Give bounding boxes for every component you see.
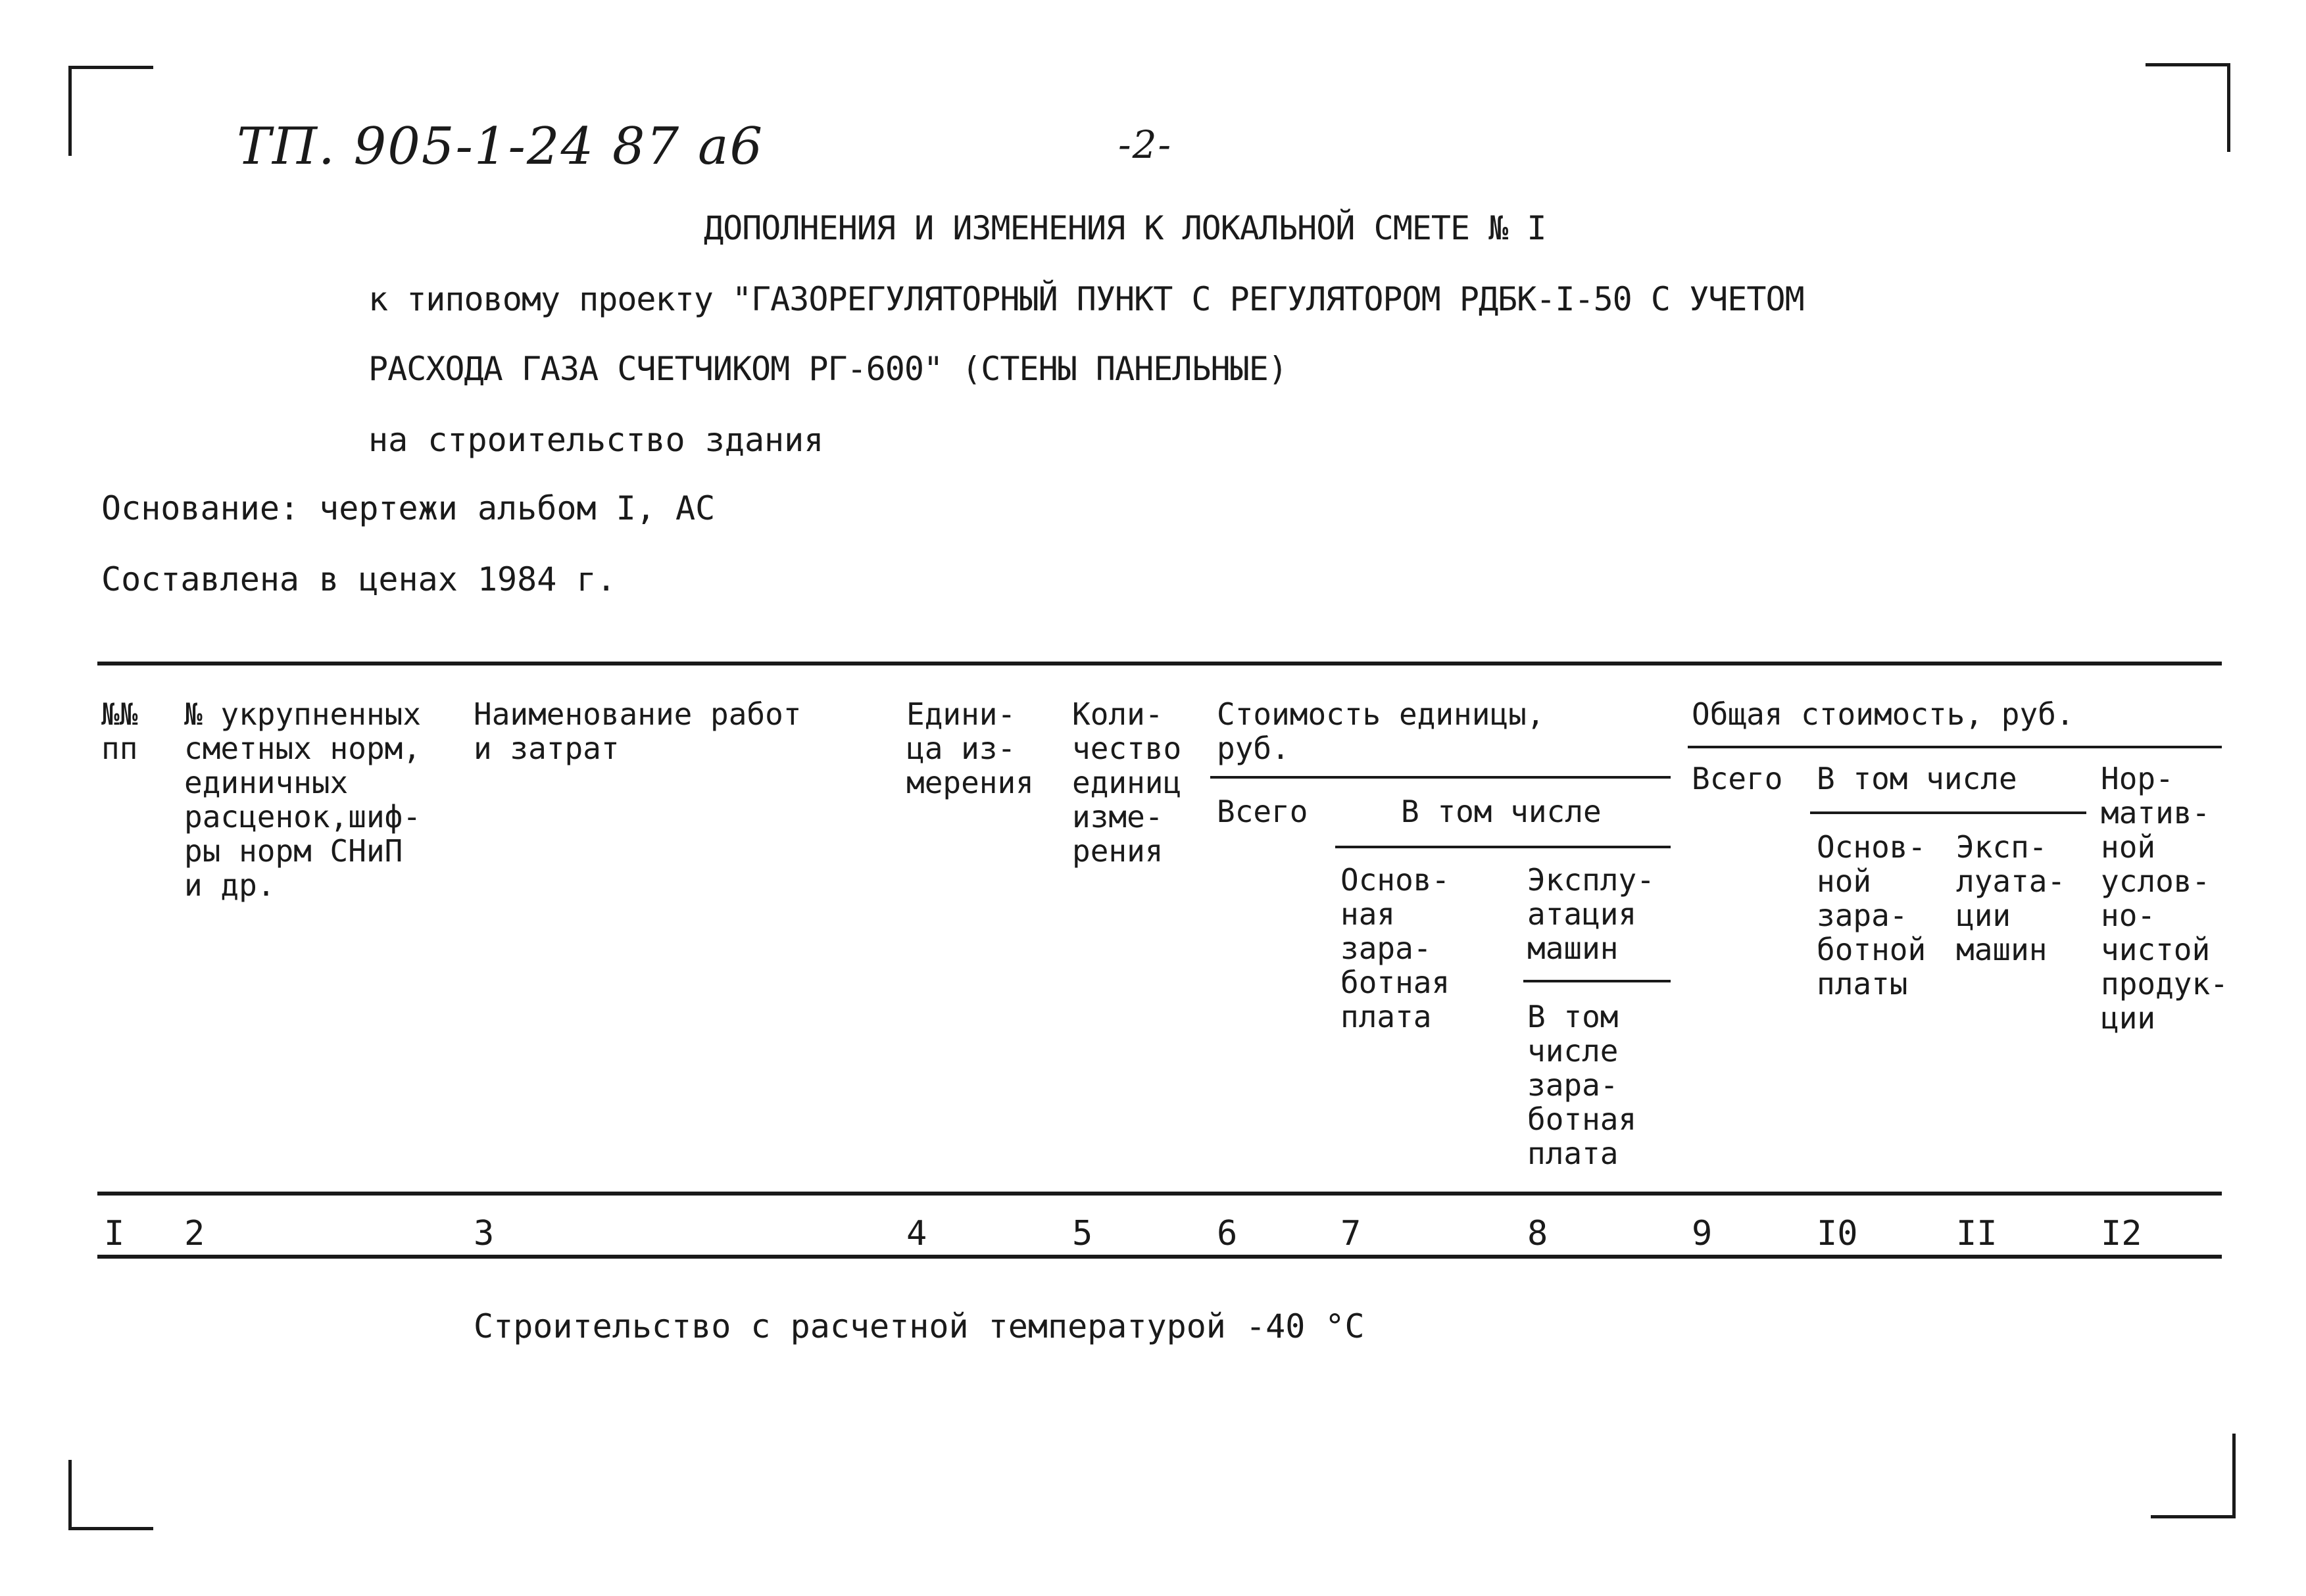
document-subtitle-line-1: к типовому проекту "ГАЗОРЕГУЛЯТОРНЫЙ ПУНКТ С РЕГУЛЯТОРОМ РДБК-I-50 С УЧЕТОМ [368,280,1804,318]
basis-line: Основание: чертежи альбом I, АС [101,489,716,527]
column-number: 6 [1217,1214,1238,1253]
column-numbers-bottom-rule [97,1255,2222,1259]
header-bottom-rule [97,1192,2222,1196]
header-col-2: № укрупненных сметных норм, единичных расценок,шиф- ры норм СНиП и др. [184,696,422,903]
header-total-cost: Общая стоимость, руб. [1692,696,2074,732]
table-top-rule [97,662,2222,665]
document-title: ДОПОЛНЕНИЯ И ИЗМЕНЕНИЯ К ЛОКАЛЬНОЙ СМЕТЕ № I [704,209,1546,247]
column-number: II [1956,1214,1998,1253]
total-incl-underline [1810,811,2086,814]
column-number: I0 [1817,1214,1858,1253]
document-subtitle-line-2: РАСХОДА ГАЗА СЧЕТЧИКОМ РГ-600" (СТЕНЫ ПАНЕЛЬНЫЕ) [368,350,1287,388]
column-number: 9 [1692,1214,1713,1253]
header-unit-wage: Основ- ная зара- ботная плата [1340,862,1450,1034]
header-total-norm-product: Нор- матив- ной услов- но- чистой продук- ции [2101,761,2228,1036]
unit-cost-underline [1210,776,1671,779]
column-number: 4 [906,1214,927,1253]
column-number: 7 [1340,1214,1362,1253]
header-col-3: Наименование работ и затрат [474,696,802,766]
column-number: 5 [1072,1214,1093,1253]
corner-mark-bottom-right [2151,1434,2236,1518]
header-total-machines: Эксп- луата- ции машин [1956,829,2066,967]
section-row-title: Строительство с расчетной температурой -40 °С [474,1307,1365,1345]
prices-line: Составлена в ценах 1984 г. [101,560,616,598]
document-code: ТП. 905-1-24 87 а6 [237,117,764,176]
unit-mach-underline [1523,980,1671,982]
header-col-5: Коли- чество единиц изме- рения [1072,696,1182,869]
column-number: I [104,1214,125,1253]
corner-mark-top-left [68,66,153,156]
column-number: 2 [184,1214,205,1253]
document-subtitle-line-3: на строительство здания [368,421,824,459]
total-cost-underline [1688,746,2222,748]
header-unit-incl: В том числе [1401,794,1602,829]
header-total-total: Всего [1692,761,1783,796]
corner-mark-bottom-left [68,1460,153,1530]
column-number: 8 [1527,1214,1548,1253]
column-number: 3 [474,1214,495,1253]
header-col-4: Едини- ца из- мерения [906,696,1034,800]
page-number: -2- [1118,122,1173,167]
corner-mark-top-right [2146,63,2230,152]
header-unit-machines: Эксплу- атация машин [1527,862,1655,966]
header-col-1: №№ пп [101,696,138,766]
header-unit-cost: Стоимость единицы, руб. [1217,696,1545,766]
unit-incl-underline [1335,846,1671,848]
column-number: I2 [2101,1214,2142,1253]
header-total-wage: Основ- ной зара- ботной платы [1817,829,1926,1002]
header-total-incl: В том числе [1817,761,2017,796]
header-unit-total: Всего [1217,794,1308,829]
header-unit-machines-wage: В том числе зара- ботная плата [1527,999,1637,1171]
